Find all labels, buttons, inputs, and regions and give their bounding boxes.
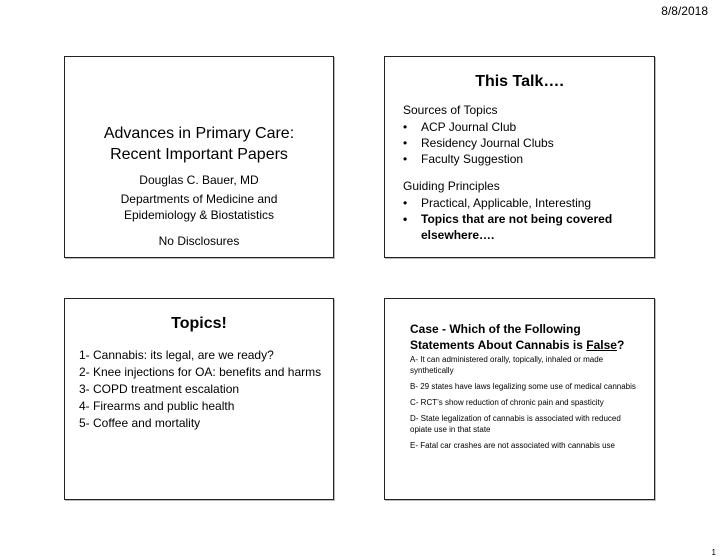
list-item: • ACP Journal Club (403, 119, 640, 135)
author-department: Departments of Medicine and Epidemiology & Biostatistics (120, 192, 278, 222)
slide-this-talk (384, 56, 655, 258)
list-item: 1- Cannabis: its legal, are we ready? (79, 348, 274, 362)
page-number: 1 (711, 548, 716, 557)
disclosure-text: No Disclosures (158, 234, 240, 248)
question-emphasis: False (586, 338, 617, 352)
author-name: Douglas C. Bauer, MD (139, 173, 259, 187)
list-item-emphasis: • Topics that are not being covered elsewhere…. (403, 211, 640, 243)
answer-option: C- RCT’s show reduction of chronic pain and spasticity (410, 398, 604, 407)
list-item: 2- Knee injections for OA: benefits and harms (79, 365, 322, 379)
answer-option: B- 29 states have laws legalizing some use of medical cannabis (410, 382, 636, 391)
answer-option: D- State legalization of cannabis is associated with reduced opiate use in that state (410, 414, 621, 434)
print-date: 8/8/2018 (661, 4, 708, 18)
list-item: 4- Firearms and public health (79, 399, 235, 413)
slide-title-heading: Advances in Primary Care: Recent Important Papers (103, 125, 295, 163)
list-item: • Practical, Applicable, Interesting (403, 195, 640, 211)
topics-list (79, 347, 321, 432)
sources-heading: Sources of Topics (403, 103, 498, 117)
slide-title (64, 56, 334, 258)
list-item: • Residency Journal Clubs (403, 135, 640, 151)
slide-topics (64, 298, 334, 500)
slide-cannabis-case (384, 298, 655, 500)
principles-heading: Guiding Principles (403, 179, 500, 193)
answer-option: E- Fatal car crashes are not associated with cannabis use (410, 441, 615, 450)
case-question: Case - Which of the Following Statements About Cannabis is False? (410, 322, 625, 352)
principles-list (403, 195, 640, 243)
slide-heading: Topics! (171, 315, 227, 332)
answer-option: A- It can administered orally, topically, inhaled or made synthetically (410, 355, 604, 375)
sources-list (403, 119, 640, 167)
list-item: • Faculty Suggestion (403, 151, 640, 167)
slide-heading: This Talk…. (475, 73, 564, 90)
list-item: 5- Coffee and mortality (79, 416, 201, 430)
answer-options (410, 354, 642, 456)
list-item: 3- COPD treatment escalation (79, 382, 240, 396)
